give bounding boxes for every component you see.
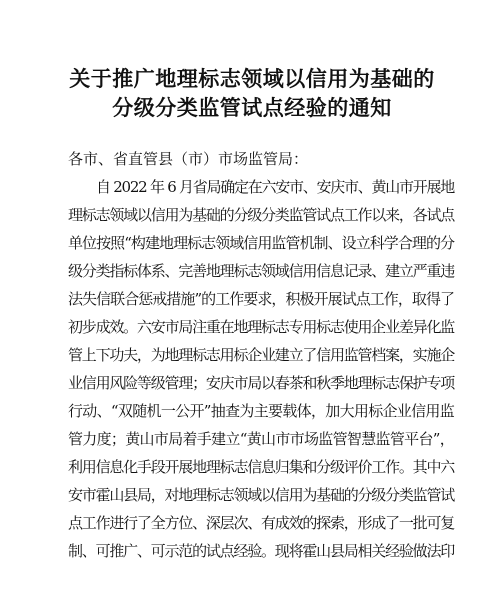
body-paragraph-line: 制、可推广、可示范的试点经验。现将霍山县局相关经验做法印: [68, 542, 454, 560]
document-title-line-2: 分级分类监管试点经验的通知: [112, 95, 392, 120]
body-paragraph-line: 自 2022 年 6 月省局确定在六安市、安庆市、黄山市开展地: [96, 178, 455, 196]
body-paragraph-line: 理标志领域以信用为基础的分级分类监管试点工作以来，各试点: [68, 206, 454, 224]
body-paragraph-line: 单位按照“构建地理标志领域信用监管机制、设立科学合理的分: [68, 234, 454, 252]
body-paragraph-line: 安市霍山县局，对地理标志领域以信用为基础的分级分类监管试: [68, 486, 454, 504]
body-paragraph-line: 管上下功夫，为地理标志用标企业建立了信用监管档案，实施企: [68, 346, 454, 364]
body-paragraph-line: 点工作进行了全方位、深层次、有成效的探索，形成了一批可复: [68, 514, 454, 532]
body-paragraph-line: 业信用风险等级管理；安庆市局以春茶和秋季地理标志保护专项: [68, 374, 454, 392]
body-paragraph-line: 级分类指标体系、完善地理标志领域信用信息记录、建立严重违: [68, 262, 454, 280]
body-paragraph-line: 法失信联合惩戒措施”的工作要求，积极开展试点工作，取得了: [68, 290, 454, 308]
salutation: 各市、省直管县（市）市场监管局：: [68, 150, 309, 168]
body-paragraph-line: 初步成效。六安市局注重在地理标志专用标志使用企业差异化监: [68, 318, 454, 336]
document-title-line-1: 关于推广地理标志领域以信用为基础的: [69, 66, 435, 91]
body-paragraph-line: 利用信息化手段开展地理标志信息归集和分级评价工作。其中六: [68, 458, 454, 476]
body-paragraph-line: 管力度；黄山市局着手建立“黄山市市场监管智慧监管平台”，: [68, 430, 454, 448]
body-paragraph-line: 行动、“双随机一公开”抽查为主要载体，加大用标企业信用监: [68, 402, 454, 420]
